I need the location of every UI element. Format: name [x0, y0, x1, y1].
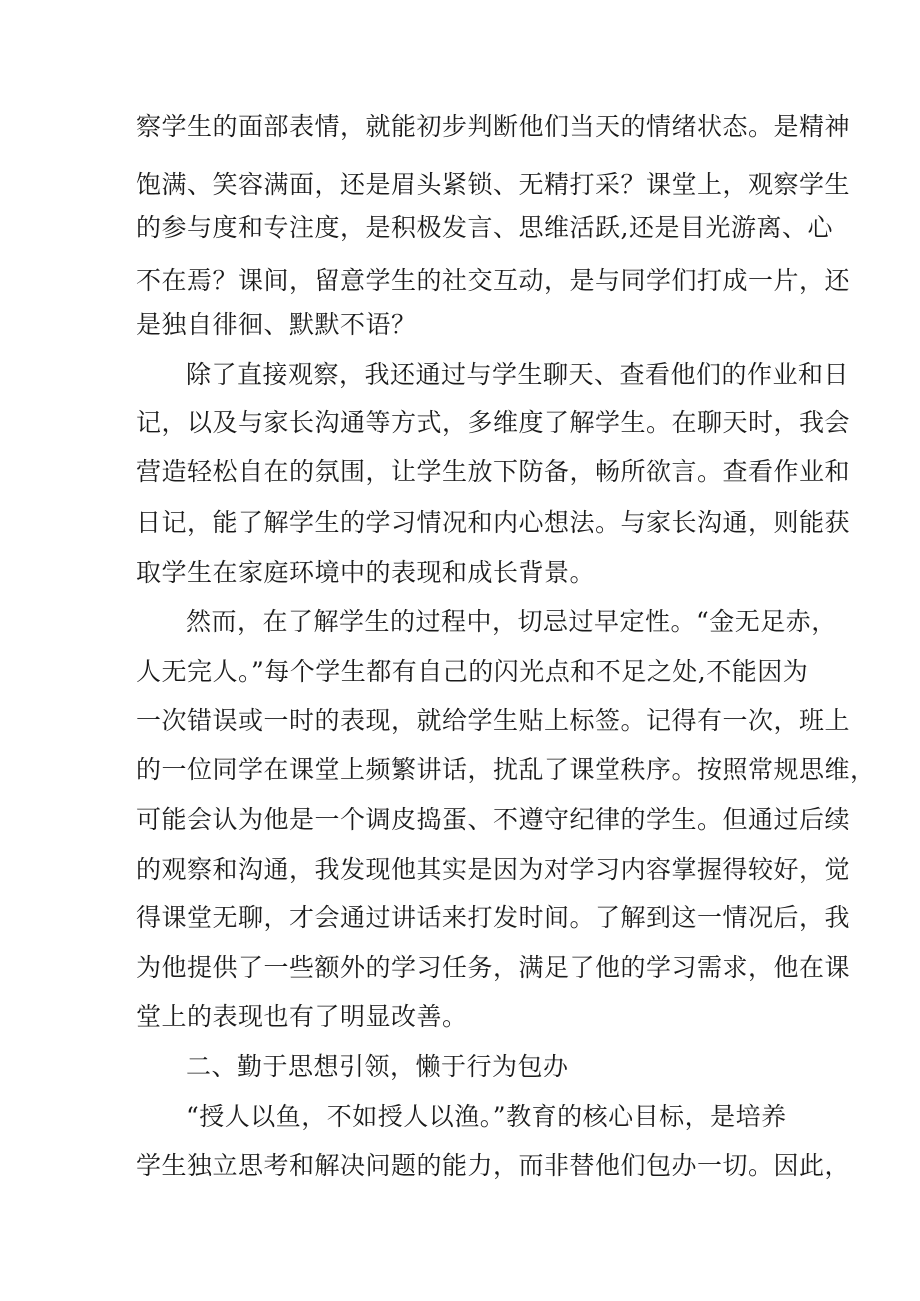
text-line: 是独自徘徊、默默不语？ [136, 310, 417, 339]
text-line: 记，以及与家长沟通等方式，多维度了解学生。在聊天时，我会 [136, 408, 851, 437]
text-line: 饱满、笑容满面，还是眉头紧锁、无精打采？课堂上，观察学生 [136, 170, 851, 199]
paragraph-start-line: 除了直接观察，我还通过与学生聊天、查看他们的作业和日 [186, 360, 850, 389]
section-heading: 二、勤于思想引领，懒于行为包办 [186, 1052, 569, 1081]
text-line: 可能会认为他是一个调皮捣蛋、不遵守纪律的学生。但通过后续 [136, 805, 851, 834]
text-line: 得课堂无聊，才会通过讲话来打发时间。了解到这一情况后，我 [136, 903, 851, 932]
text-line: 的观察和沟通，我发现他其实是因为对学习内容掌握得较好，觉 [136, 855, 851, 884]
text-line: 的一位同学在课堂上频繁讲话，扰乱了课堂秩序。按照常规思维， [136, 755, 876, 784]
paragraph-start-line: “授人以鱼，不如授人以渔。”教育的核心目标，是培养 [186, 1102, 787, 1131]
text-line: 日记，能了解学生的学习情况和内心想法。与家长沟通，则能获 [136, 508, 851, 537]
text-line: 不在焉？课间，留意学生的社交互动，是与同学们打成一片，还 [136, 266, 851, 295]
text-line: 取学生在家庭环境中的表现和成长背景。 [136, 558, 596, 587]
text-line: 学生独立思考和解决问题的能力，而非替他们包办一切。因此， [136, 1151, 851, 1180]
paragraph-start-line: 然而，在了解学生的过程中，切忌过早定性。“金无足赤， [186, 607, 837, 636]
text-line: 为他提供了一些额外的学习任务，满足了他的学习需求，他在课 [136, 953, 851, 982]
text-line: 堂上的表现也有了明显改善。 [136, 1002, 468, 1031]
text-line: 一次错误或一时的表现，就给学生贴上标签。记得有一次，班上 [136, 706, 851, 735]
text-line: 察学生的面部表情，就能初步判断他们当天的情绪状态。是精神 [136, 112, 851, 141]
text-line: 的参与度和专注度，是积极发言、思维活跃,还是目光游离、心 [136, 213, 833, 242]
text-line: 人无完人。”每个学生都有自己的闪光点和不足之处,不能因为 [136, 657, 809, 686]
text-line: 营造轻松自在的氛围，让学生放下防备，畅所欲言。查看作业和 [136, 457, 851, 486]
